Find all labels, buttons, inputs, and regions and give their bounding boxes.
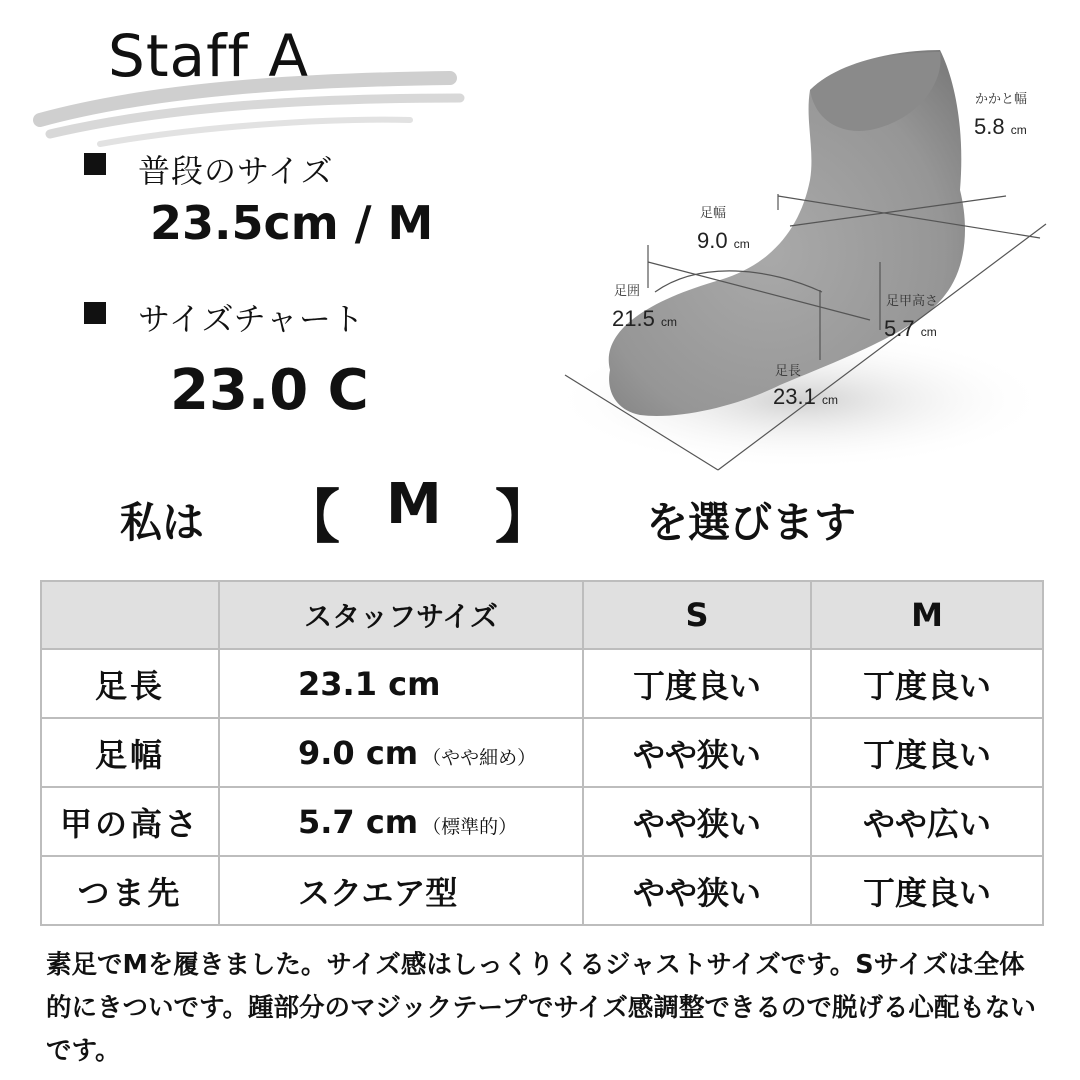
staff-value: スクエア型	[219, 856, 583, 925]
girth-value: 21.5 cm	[612, 306, 677, 331]
table-header-empty	[41, 581, 219, 649]
choice-bracket-open: 【	[282, 483, 341, 551]
row-label: つま先	[41, 856, 219, 925]
girth-label: 足囲	[614, 283, 641, 298]
staff-value: 9.0 cm （やや細め）	[219, 718, 583, 787]
table-row	[41, 856, 1043, 925]
row-label: 足幅	[41, 718, 219, 787]
staff-value: 23.1 cm	[219, 649, 583, 718]
bullet-square-icon	[84, 302, 106, 324]
staff-comment: 素足でMを履きました。サイズ感はしっくりくるジャストサイズです。Sサイズは全体的にきついです。踵部分のマジックテープでサイズ感調整できるので脱げる心配もないです。	[46, 950, 1036, 1066]
size-m-fit: 丁度良い	[811, 856, 1043, 925]
foot-measurement-figure	[540, 30, 1060, 480]
heel-width-value: 5.8 cm	[974, 114, 1027, 139]
table-row	[41, 718, 1043, 787]
choice-suffix: を選びます	[646, 498, 857, 547]
size-m-fit: 丁度良い	[811, 649, 1043, 718]
staff-value: 5.7 cm （標準的）	[219, 787, 583, 856]
table-row	[41, 787, 1043, 856]
size-s-fit: やや狭い	[583, 856, 811, 925]
size-fit-table	[40, 580, 1044, 926]
size-s-fit: やや狭い	[583, 718, 811, 787]
row-label: 足長	[41, 649, 219, 718]
size-s-fit: やや狭い	[583, 787, 811, 856]
foot-length-value: 23.1 cm	[773, 384, 838, 409]
table-row	[41, 649, 1043, 718]
table-header-staff-size: スタッフサイズ	[219, 581, 583, 649]
foot-length-label: 足長	[775, 363, 802, 378]
table-header-size-s: S	[583, 581, 811, 649]
table-header-row	[41, 581, 1043, 649]
instep-height-label: 足甲高さ	[886, 293, 939, 308]
size-m-fit: やや広い	[811, 787, 1043, 856]
foot-width-value: 9.0 cm	[697, 228, 750, 253]
size-m-fit: 丁度良い	[811, 718, 1043, 787]
size-chart-value: 23.0 C	[170, 358, 369, 423]
foot-width-label: 足幅	[700, 205, 727, 220]
heel-width-label: かかと幅	[975, 91, 1028, 106]
size-s-fit: 丁度良い	[583, 649, 811, 718]
table-header-size-m: M	[811, 581, 1043, 649]
usual-size-label: 普段のサイズ	[138, 152, 334, 190]
size-chart-label: サイズチャート	[138, 300, 365, 338]
bullet-square-icon	[84, 153, 106, 175]
choice-prefix: 私は	[120, 498, 205, 547]
instep-height-value: 5.7 cm	[884, 316, 937, 341]
staff-title: Staff A	[108, 22, 310, 90]
usual-size-value: 23.5cm / M	[150, 196, 434, 250]
row-label: 甲の高さ	[41, 787, 219, 856]
chosen-size: M	[386, 472, 442, 537]
choice-bracket-close: 】	[495, 483, 554, 551]
